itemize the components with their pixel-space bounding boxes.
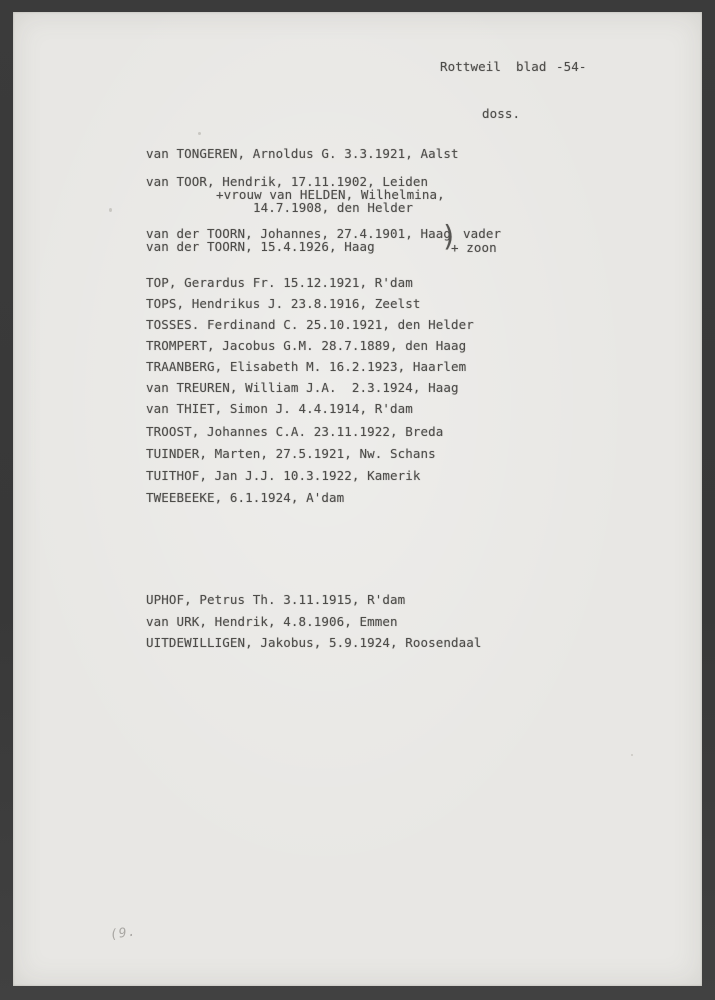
entry-line: van THIET, Simon J. 4.4.1914, R'dam <box>146 401 413 416</box>
entry-line: TUITHOF, Jan J.J. 10.3.1922, Kamerik <box>146 468 421 483</box>
header-dossier-label: doss. <box>482 106 521 121</box>
entry-line: van URK, Hendrik, 4.8.1906, Emmen <box>146 614 398 629</box>
entry-line: van TOOR, Hendrik, 17.11.1902, Leiden <box>146 174 429 189</box>
paper-speck <box>631 754 633 756</box>
header-place: Rottweil <box>440 59 502 74</box>
entry-line: TOSSES. Ferdinand C. 25.10.1921, den Helder <box>146 317 474 332</box>
paper-speck <box>198 132 201 135</box>
header-sheet-label: blad <box>516 59 547 74</box>
header-page-number: -54- <box>556 59 587 74</box>
entry-continuation-line: 14.7.1908, den Helder <box>253 200 414 215</box>
entry-line: UITDEWILLIGEN, Jakobus, 5.9.1924, Roosendaal <box>146 635 482 650</box>
entry-line: TWEEBEEKE, 6.1.1924, A'dam <box>146 490 345 505</box>
entry-line: TROOST, Johannes C.A. 23.11.1922, Breda <box>146 424 444 439</box>
document-page <box>13 12 702 986</box>
entry-line: TUINDER, Marten, 27.5.1921, Nw. Schans <box>146 446 436 461</box>
entry-line: van der TOORN, Johannes, 27.4.1901, Haag <box>146 226 452 241</box>
entry-line: TRAANBERG, Elisabeth M. 16.2.1923, Haarlem <box>146 359 467 374</box>
grouping-brace: ) <box>441 220 458 253</box>
brace-label-bottom: + zoon <box>451 240 497 255</box>
entry-line: TOP, Gerardus Fr. 15.12.1921, R'dam <box>146 275 413 290</box>
entry-continuation-line: +vrouw van HELDEN, Wilhelmina, <box>216 187 445 202</box>
entry-line: van TONGEREN, Arnoldus G. 3.3.1921, Aalst <box>146 146 459 161</box>
entry-line: van der TOORN, 15.4.1926, Haag <box>146 239 375 254</box>
handwritten-pencil-mark: (9. <box>109 924 138 943</box>
entry-line: UPHOF, Petrus Th. 3.11.1915, R'dam <box>146 592 406 607</box>
paper-speck <box>109 208 112 212</box>
brace-label-top: vader <box>463 226 502 241</box>
entry-line: TOPS, Hendrikus J. 23.8.1916, Zeelst <box>146 296 421 311</box>
entry-line: van TREUREN, William J.A. 2.3.1924, Haag <box>146 380 459 395</box>
entry-line: TROMPERT, Jacobus G.M. 28.7.1889, den Haag <box>146 338 467 353</box>
